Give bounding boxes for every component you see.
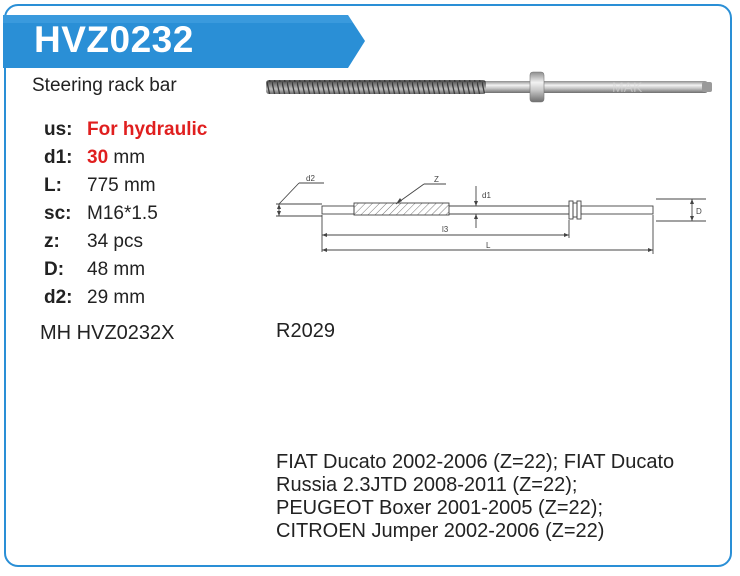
spec-label: d1:	[44, 147, 73, 168]
spec-value: 34 pcs	[87, 231, 143, 252]
mh-reference: MH HVZ0232X	[40, 322, 175, 344]
technical-drawing	[266, 168, 716, 260]
application-line: PEUGEOT Boxer 2001-2005 (Z=22);	[276, 497, 604, 519]
application-line: Russia 2.3JTD 2008-2011 (Z=22);	[276, 474, 578, 496]
spec-label: z:	[44, 231, 60, 252]
spec-value: For hydraulic	[87, 119, 208, 140]
spec-label: sc:	[44, 203, 72, 224]
label-D: D	[696, 207, 702, 216]
spec-label: us:	[44, 119, 73, 140]
spec-value: 48 mm	[87, 259, 146, 280]
spec-unit: mm	[108, 147, 146, 168]
product-name: Steering rack bar	[32, 75, 177, 96]
application-line: FIAT Ducato 2002-2006 (Z=22); FIAT Ducato	[276, 451, 675, 473]
spec-label: L:	[44, 175, 62, 196]
label-l3: l3	[442, 225, 449, 234]
spec-value: M16*1.5	[87, 203, 158, 224]
spec-value: 775 mm	[87, 175, 156, 196]
label-d1: d1	[482, 191, 491, 200]
spec-label: d2:	[44, 287, 73, 308]
applications-list	[276, 451, 726, 543]
label-d2: d2	[306, 174, 315, 183]
svg-text:MAK: MAK	[612, 79, 643, 95]
label-L: L	[486, 241, 491, 250]
label-z: Z	[434, 175, 439, 184]
oem-reference: R2029	[276, 320, 335, 342]
spec-value-highlight: 30	[87, 147, 109, 168]
spec-value	[87, 144, 145, 172]
rack-bar-photo	[262, 68, 718, 106]
spec-label: D:	[44, 259, 65, 280]
part-number-title: HVZ0232	[34, 19, 194, 60]
spec-value: 29 mm	[87, 287, 146, 308]
application-line: CITROEN Jumper 2002-2006 (Z=22)	[276, 520, 605, 542]
